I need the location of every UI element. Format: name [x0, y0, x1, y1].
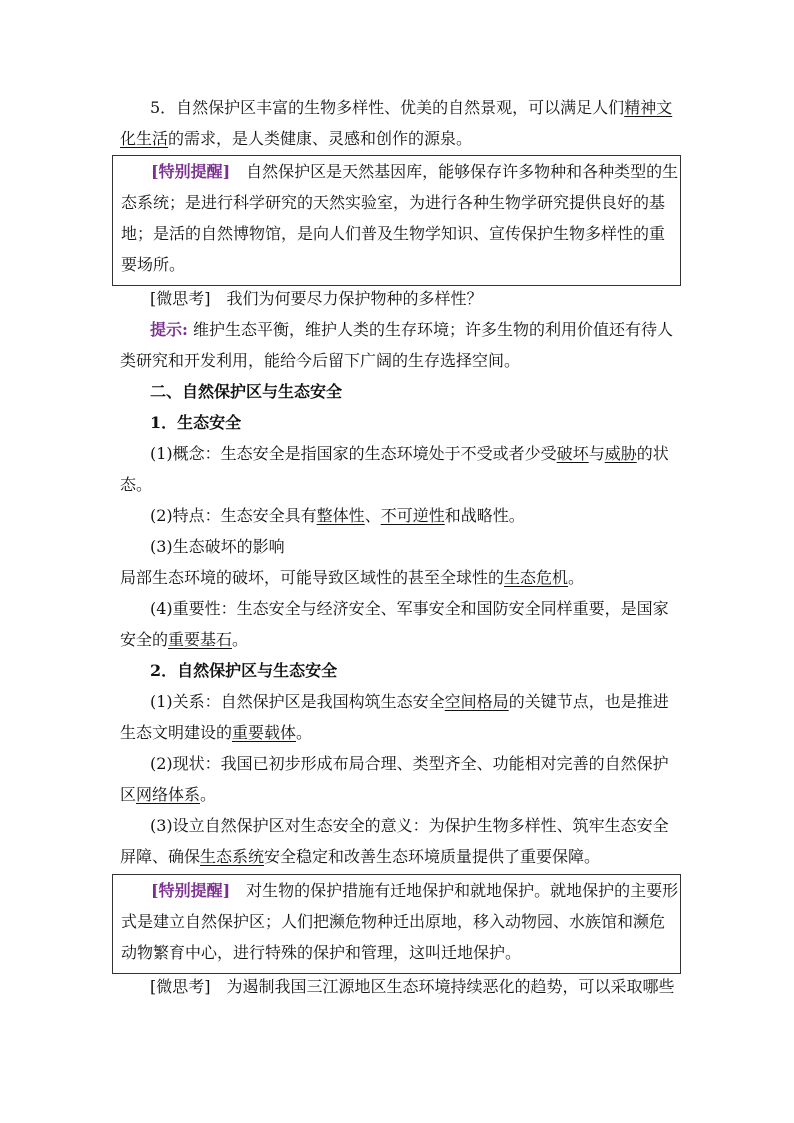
sub1-p1 [150, 444, 710, 464]
section-heading-2: 二、自然保护区与生态安全 [150, 382, 343, 401]
text: 安全的 [120, 630, 169, 649]
micro-thinking-1-hint [150, 320, 710, 340]
underlined-term: 生态系统 [200, 847, 265, 866]
box1-line3: 地；是活的自然博物馆，是向人们普及生物学知识、宣传保护生物多样性的重 [121, 224, 666, 243]
text: 维护生态平衡，维护人类的生存环境；许多生物的利用价值还有待人 [187, 320, 674, 339]
text: 、 [364, 506, 381, 525]
text: 区 [120, 785, 137, 804]
underlined-term: 网络体系 [136, 785, 201, 804]
hint-label: 提示: [150, 320, 188, 339]
text: 5．自然保护区丰富的生物多样性、优美的自然景观，可以满足人们 [150, 98, 625, 117]
underlined-term: 化生活 [120, 129, 169, 148]
sub1-p3-detail [120, 568, 680, 588]
text: (1)关系：自然保护区是我国构筑生态安全 [150, 692, 445, 711]
underlined-term: 破坏 [556, 444, 589, 463]
text: 为遏制我国三江源地区生态环境持续恶化的趋势，可以采取哪些 [210, 977, 675, 996]
sub1-p2 [150, 506, 710, 526]
box1-line1 [151, 162, 711, 182]
micro-thinking-1-question [150, 289, 710, 309]
underlined-term: 不可逆性 [380, 506, 445, 525]
text: 。 [232, 630, 249, 649]
special-reminder-tag: [特别提醒] [151, 881, 231, 900]
text: 自然保护区是天然基因库，能够保存许多物种和各种类型的生 [230, 162, 679, 181]
sub2-p3-cont [120, 847, 680, 867]
special-reminder-box-2 [112, 874, 681, 974]
section5-line1 [150, 98, 710, 118]
section5-line2 [120, 129, 680, 149]
text: 生态文明建设的 [120, 723, 233, 742]
underlined-term: 重要基石 [168, 630, 233, 649]
text: (2)特点：生态安全具有 [150, 506, 317, 525]
subsection-title-2: 2．自然保护区与生态安全 [150, 661, 338, 680]
sub1-p1-cont: 态。 [120, 475, 153, 494]
text: 。 [568, 568, 585, 587]
underlined-term: 生态危机 [504, 568, 569, 587]
micro-thinking-1-hint-cont: 类研究和开发利用，能给今后留下广阔的生存选择空间。 [120, 351, 521, 370]
underlined-term: 空间格局 [444, 692, 509, 711]
text: 。 [296, 723, 313, 742]
underlined-term: 整体性 [316, 506, 365, 525]
box2-line2: 式是建立自然保护区；人们把濒危物种迁出原地，移入动物园、水族馆和濒危 [121, 912, 666, 931]
underlined-term: 精神文 [624, 98, 673, 117]
box1-line2: 态系统；是进行科学研究的天然实验室，为进行各种生物学研究提供良好的基 [121, 193, 666, 212]
sub1-p3: (3)生态破坏的影响 [150, 537, 285, 556]
sub1-p4: (4)重要性：生态安全与经济安全、军事安全和国防安全同样重要，是国家 [150, 599, 669, 618]
underlined-term: 威胁 [604, 444, 637, 463]
text: 我们为何要尽力保护物种的多样性？ [210, 289, 483, 308]
micro-thinking-tag: [微思考] [150, 977, 211, 996]
text: 。 [200, 785, 217, 804]
special-reminder-tag: [特别提醒] [151, 162, 231, 181]
box1-line4: 要场所。 [121, 255, 186, 274]
text: 的关键节点，也是推进 [508, 692, 669, 711]
special-reminder-box-1 [112, 155, 681, 286]
box2-line3: 动物繁育中心，进行特殊的保护和管理，这叫迁地保护。 [121, 943, 522, 962]
micro-thinking-tag: [微思考] [150, 289, 211, 308]
text: (1)概念：生态安全是指国家的生态环境处于不受或者少受 [150, 444, 557, 463]
text: 对生物的保护措施有迁地保护和就地保护。就地保护的主要形 [230, 881, 679, 900]
text: 局部生态环境的破坏，可能导致区域性的甚至全球性的 [120, 568, 505, 587]
sub2-p1 [150, 692, 710, 712]
text: 的需求，是人类健康、灵感和创作的源泉。 [168, 129, 473, 148]
subsection-title-1: 1．生态安全 [150, 413, 242, 432]
text: 的状 [636, 444, 669, 463]
sub2-p2: (2)现状：我国已初步形成布局合理、类型齐全、功能相对完善的自然保护 [150, 754, 669, 773]
underlined-term: 重要载体 [232, 723, 297, 742]
box2-line1 [151, 881, 711, 901]
text: 与 [588, 444, 605, 463]
sub1-p4-cont [120, 630, 680, 650]
text: 和战略性。 [444, 506, 525, 525]
text: 安全稳定和改善生态环境质量提供了重要保障。 [264, 847, 601, 866]
micro-thinking-2-question [150, 977, 710, 997]
sub2-p2-cont [120, 785, 680, 805]
sub2-p3: (3)设立自然保护区对生态安全的意义：为保护生物多样性、筑牢生态安全 [150, 816, 669, 835]
sub2-p1-cont [120, 723, 680, 743]
text: 屏障、确保 [120, 847, 201, 866]
